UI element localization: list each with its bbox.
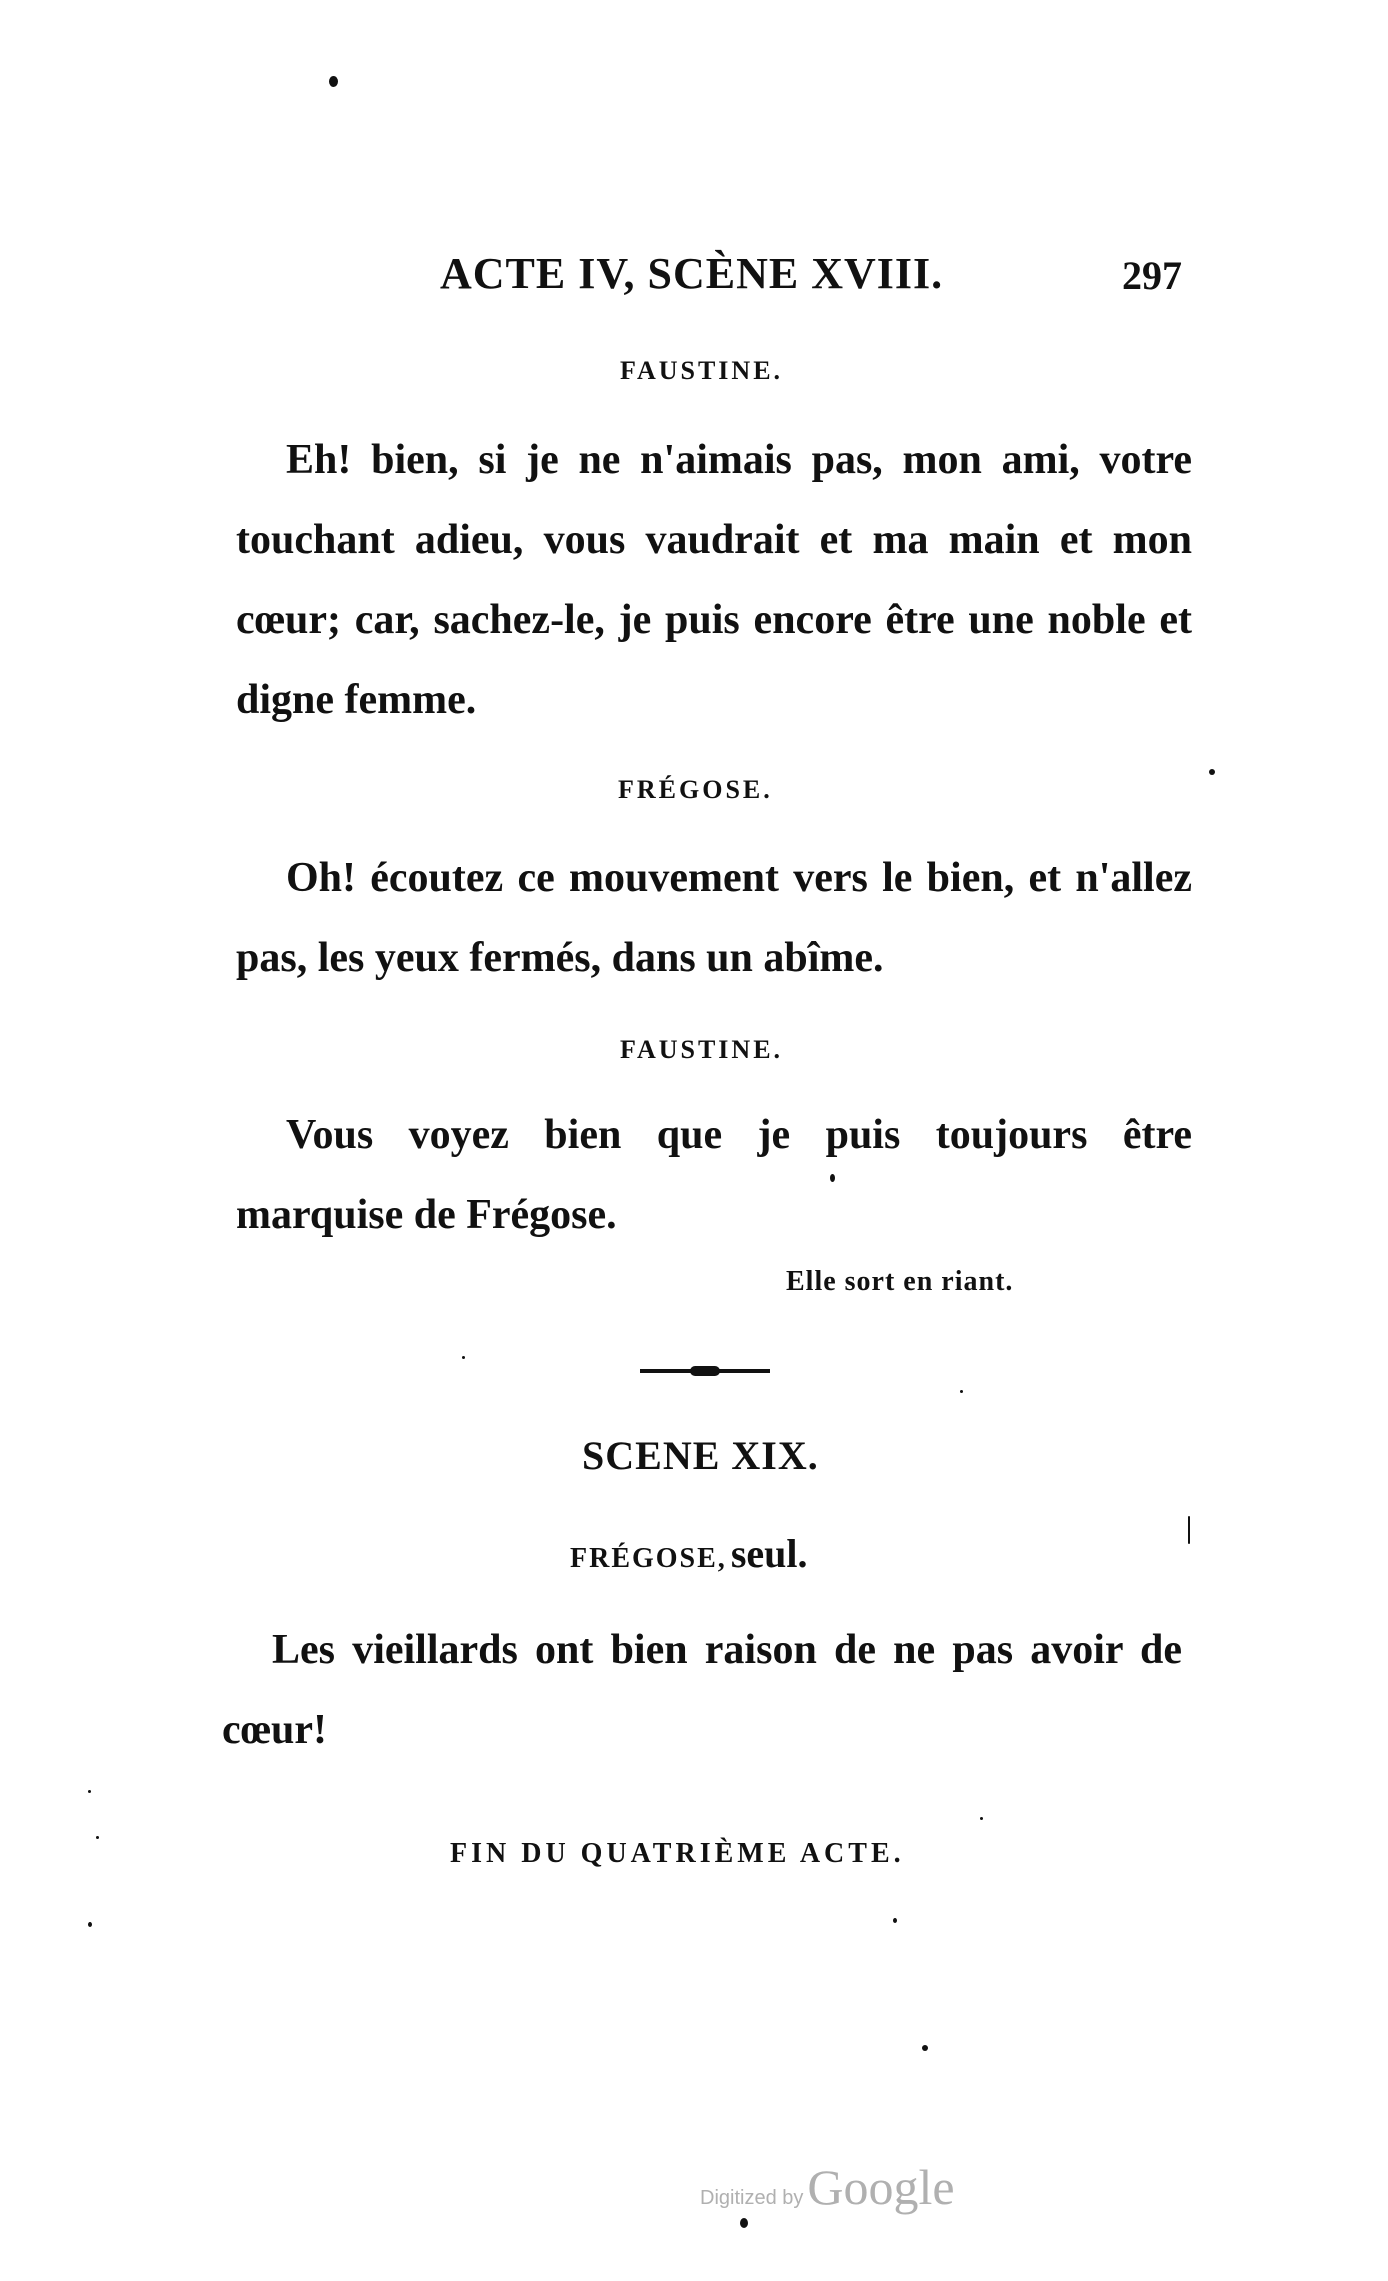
speck-small-4 (980, 1817, 983, 1820)
watermark-brand: Google (807, 2159, 955, 2215)
speck-small-3 (88, 1790, 91, 1793)
speech-paragraph-1: Eh! bien, si je ne n'aimais pas, mon ami, votre touchant adieu, vous vaudrait et ma main et mon cœur; car, sachez-le, je puis encore être une noble et digne femme. (236, 437, 1192, 723)
speech-paragraph-3: Vous voyez bien que je puis toujours être marquise de Frégose. (236, 1112, 1192, 1238)
stage-direction: Elle sort en riant. (786, 1266, 1014, 1297)
speck-line (1188, 1516, 1190, 1544)
section-divider (640, 1369, 770, 1373)
speaker-faustine-2: FAUSTINE. (620, 1035, 784, 1064)
end-of-act-line: FIN DU QUATRIÈME ACTE. (450, 1838, 905, 1869)
speck-small-6 (88, 1922, 92, 1927)
speaker-faustine-1: FAUSTINE. (620, 356, 784, 385)
speck-small-5 (96, 1836, 99, 1839)
digitized-watermark (700, 2158, 955, 2216)
speck-top (329, 76, 338, 87)
scene-heading: SCENE XIX. (582, 1433, 819, 1478)
speech-paragraph-4: Les vieillards ont bien raison de ne pas avoir de cœur! (222, 1627, 1182, 1753)
speck-mid (830, 1174, 835, 1182)
watermark-prefix: Digitized by (700, 2187, 804, 2209)
speck-bottom (740, 2218, 748, 2228)
running-header-title: ACTE IV, SCÈNE XVIII. (440, 249, 944, 298)
speck-small-8 (922, 2045, 928, 2051)
speech-paragraph-2: Oh! écoutez ce mouvement vers le bien, et n'allez pas, les yeux fermés, dans un abîme. (236, 855, 1192, 981)
scene-speaker (570, 1530, 808, 1577)
scene-speaker-desc: seul. (730, 1531, 808, 1576)
page-number: 297 (1122, 253, 1182, 298)
scene-speaker-name: FRÉGOSE, (570, 1543, 727, 1574)
speck-right (1209, 769, 1215, 775)
speck-small-1 (462, 1356, 465, 1359)
speck-small-7 (893, 1918, 897, 1923)
speck-small-2 (960, 1390, 963, 1393)
speaker-fregose: FRÉGOSE. (618, 775, 773, 804)
